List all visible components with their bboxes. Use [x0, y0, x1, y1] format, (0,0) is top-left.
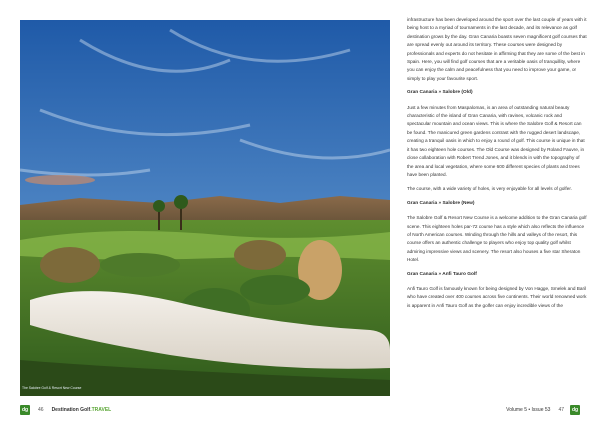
- section-heading-anfi-tauro: Gran Canaria » Anfi Tauro Golf: [407, 271, 477, 277]
- paragraph: Just a few minutes from Maspalomas, is an area of outstanding natural beauty characteristic of the island of Gran Canaria, with ravines, volcanic rock and spectacular mountain and ocean views. This is where the Salobre Golf & Resort can be found. The manicured green gardens contrast with the rugged desert landscape, creating a tranquil oasis in which to enjoy a round of golf. This course is unique in that it has two eighteen hole courses. The Old Course was designed by Roland Fauvre, in close collaboration with Robert Trend Jones, and it blends in with the topography of the area and local vegetation, where some 600 different species of plants and trees have been planted.: [407, 104, 585, 177]
- section-heading-salobre-old: Gran Canaria » Salobre (Old): [407, 90, 473, 96]
- volume-issue: Volume 5 • Issue 53: [506, 407, 551, 413]
- page-number-left: 46: [38, 407, 44, 413]
- dg-logo-icon: dg: [21, 407, 29, 413]
- section-heading-salobre-new: Gran Canaria » Salobre (New): [407, 200, 475, 206]
- brand-main: Destination Golf: [51, 407, 91, 413]
- brand-accent: .TRAVEL: [90, 407, 112, 413]
- paragraph: The course, with a wide variety of holes, is very enjoyable for all levels of golfer.: [407, 186, 572, 192]
- paragraph-intro: infrastructure has been developed around the sport over the last couple of years with it being host to a myriad of tournaments in the last decade, and its relevance as golf destination grows by the day. Gran Canaria boasts seven magnificent golf courses that are spread evenly out around its territory. These courses were designed by professionals and experts do not hesitate in affirming that they are some of the best in Spain. Here, you will find golf courses that are a veritable oasis of tranquillity, where you can enjoy the calm and peacefulness that you need to improve your game, or simply to play your favourite sport.: [407, 17, 587, 81]
- article-text: [407, 16, 587, 316]
- footer-left: [20, 404, 160, 416]
- golf-course-photo: [20, 20, 390, 396]
- dg-logo-icon: dg: [571, 407, 579, 413]
- footer-right: [506, 404, 580, 416]
- sunset-cloud: [25, 175, 95, 185]
- brand-name: [52, 407, 112, 413]
- photo-caption: The Salobre Golf & Resort New Course: [22, 386, 82, 390]
- paragraph: The Salobre Golf & Resort New Course is a welcome addition to the Gran Canaria golf scene. This eighteen holes par-72 course has a style which also reflects the influence of North American courses. Winding through the hills and valleys of the resort, this course offers an authentic challenge to players who enjoy top quality golf whilst admiring impressive views and scenery. The resort also houses a five star Sheraton Hotel.: [407, 215, 587, 263]
- paragraph: Anfi Tauro Golf is famously known for being designed by Von Hagge, Smelek and Baril who have created over 400 courses across five continents. Their world renowned work is apparent in Anfi Tauro Golf as the golfer can enjoy incredible views of the: [407, 285, 587, 308]
- page-number-right: 47: [558, 407, 564, 413]
